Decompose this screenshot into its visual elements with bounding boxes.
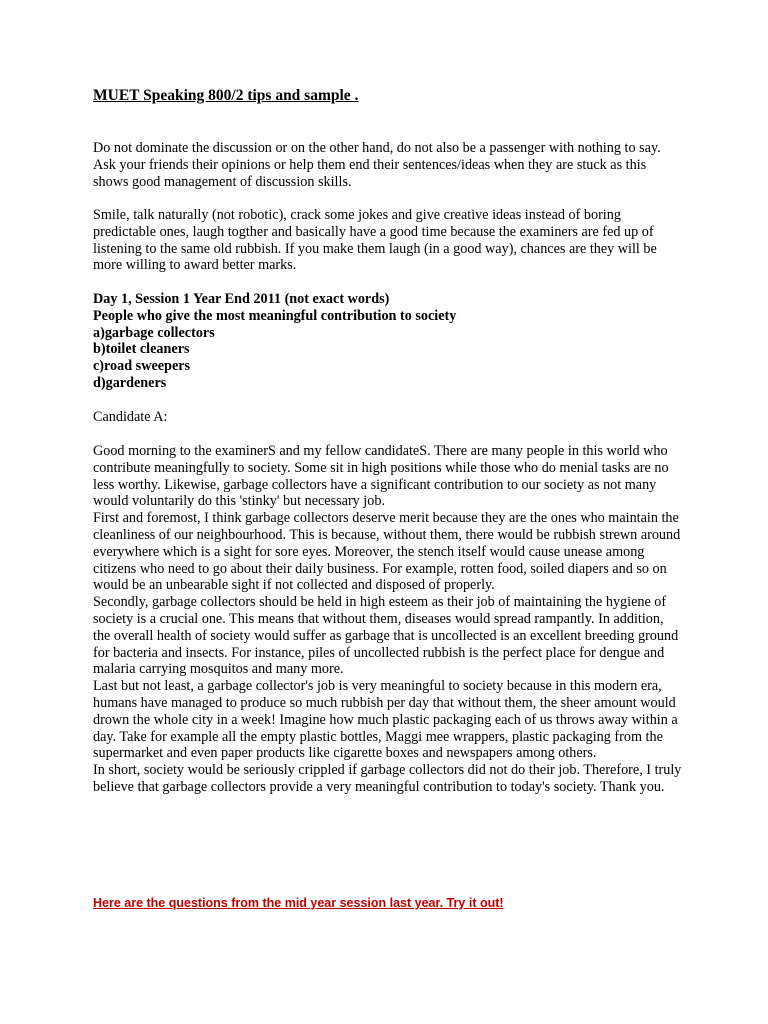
candidate-label: Candidate A: — [93, 409, 168, 425]
option-d: d)gardeners — [93, 374, 167, 391]
option-b: b)toilet cleaners — [93, 341, 190, 358]
candidate-speech — [93, 443, 683, 796]
option-a: a)garbage collectors — [93, 324, 215, 341]
tip-paragraph-2: Smile, talk naturally (not robotic), crack some jokes and give creative ideas instead of boring predictable ones, laugh togther and basically have a good time because the examiners are fed up of listening to the same old rubbish. If you make them laugh (in a good way), chances are they will be more willing to award better marks. — [93, 207, 657, 274]
tip-paragraph-1: Do not dominate the discussion or on the other hand, do not also be a passenger with nothing to say. Ask your friends their opinions or help them end their sentences/ideas when they are stuck as this shows good management of discussion skills. — [93, 140, 661, 190]
speech-introduction: Good morning to the examinerS and my fellow candidateS. There are many people in this world who contribute meaningfully to society. Some sit in high positions while those who do menial tasks are no less worthy. Likewise, garbage collectors have a significant contribution to our society as not many would voluntarily do this 'stinky' but necessary job. — [93, 443, 669, 510]
speech-point-1: First and foremost, I think garbage collectors deserve merit because they are the ones who maintain the cleanliness of our neighbourhood. This is because, without them, there would be rubbish strewn around everywhere which is a sight for sore eyes. Moreover, the stench itself would cause unease among citizens who need to go about their daily business. For example, rotten food, soiled diapers and so on would be an unbearable sight if not collected and disposed of properly. — [93, 510, 681, 594]
speech-point-2: Secondly, garbage collectors should be held in high esteem as their job of maintaining the hygiene of society is a crucial one. This means that without them, diseases would spread rampantly. In addition, the overall health of society would suffer as garbage that is uncollected is an excellent breeding ground for bacteria and insects. For instance, piles of uncollected rubbish is the perfect place for dengue and malaria carrying mosquitos and many more. — [93, 594, 679, 678]
footer-note: Here are the questions from the mid year session last year. Try it out! — [93, 896, 504, 910]
speech-point-3: Last but not least, a garbage collector's job is very meaningful to society because in this modern era, humans have managed to produce so much rubbish per day that without them, the sheer amount would drown the whole city in a week! Imagine how much plastic packaging each of us throws away within a day. Take for example all the empty plastic bottles, Maggi mee wrappers, plastic packaging from the supermarket and even paper products like cigarette boxes and newspapers among others. — [93, 678, 678, 762]
topic-question: People who give the most meaningful contribution to society — [93, 307, 457, 324]
speech-conclusion: In short, society would be seriously crippled if garbage collectors did not do their job. Therefore, I truly believe that garbage collectors provide a very meaningful contribution to today's society. Thank you. — [93, 762, 682, 795]
discussion-topic — [93, 291, 683, 392]
page-title: MUET Speaking 800/2 tips and sample . — [93, 87, 359, 104]
option-c: c)road sweepers — [93, 358, 191, 375]
session-heading: Day 1, Session 1 Year End 2011 (not exact words) — [93, 291, 390, 307]
